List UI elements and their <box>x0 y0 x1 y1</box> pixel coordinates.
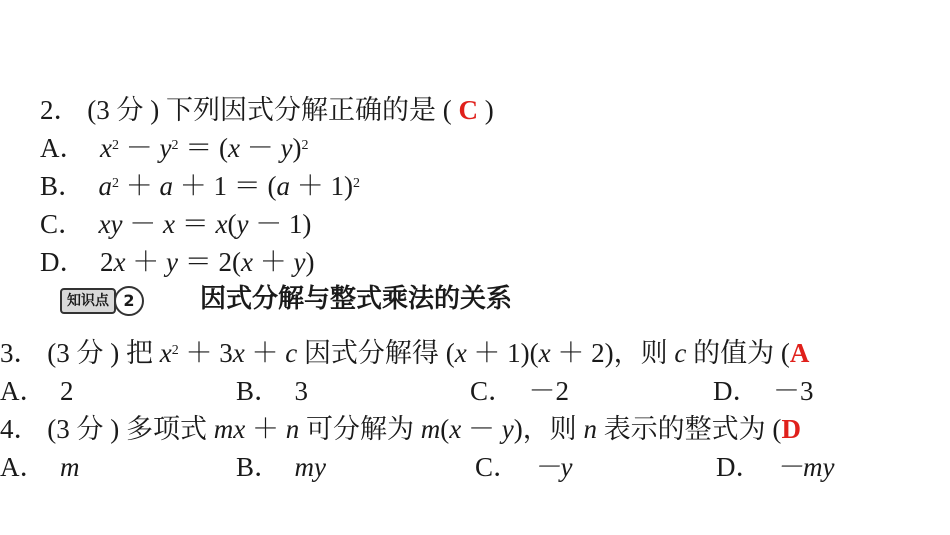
q3-stem-part: (3 分 ) 把 <box>47 338 153 368</box>
q2-option-a-expr: $x^2 - y^2 = (x - y)^2$ <box>100 133 309 163</box>
q2-option-c-label: C． <box>40 209 86 239</box>
q4-answer: D <box>781 414 801 444</box>
q2-option-d-expr: 2x ＋ y ＝ 2(x ＋ y) <box>93 247 315 277</box>
q2-stem-prefix: 2． (3 分 ) 下列因式分解正确的是 ( <box>40 95 452 125</box>
q4-option-a <box>0 450 80 484</box>
q3-option-label: C． <box>470 376 516 406</box>
q3-option-d <box>713 374 814 408</box>
q3-factored: (x ＋ 1)(x ＋ 2) <box>445 338 614 368</box>
q4-option-label: C． <box>475 452 521 482</box>
q3-option-label: A． <box>0 376 47 406</box>
q2-option-b-expr: $a^2 + a + 1 = (a + 1)^2$ <box>98 171 361 201</box>
q4-stem-part: 表示的整式为 ( <box>603 414 782 444</box>
q4-stem-part: (3 分 ) 多项式 <box>47 414 207 444</box>
q2-option-a <box>40 131 308 165</box>
q2-option-b-label: B． <box>40 171 86 201</box>
q4-option-value: my <box>294 452 326 482</box>
q3-option-value: 2 <box>60 376 74 406</box>
q4-option-d <box>716 450 834 484</box>
q2-option-a-label: A． <box>40 133 87 163</box>
q2-option-d-label: D． <box>40 247 87 277</box>
knowledge-point-label: 知识点 <box>60 288 116 314</box>
q3-option-label: B． <box>236 376 282 406</box>
q3-option-label: D． <box>713 376 760 406</box>
q2-option-c-expr: xy － x ＝ x(y － 1) <box>98 209 312 239</box>
q2-stem-suffix: ) <box>484 95 494 125</box>
q4-option-label: B． <box>236 452 282 482</box>
section-title: 因式分解与整式乘法的关系 <box>200 284 513 314</box>
q2-answer: C <box>458 95 478 125</box>
q4-option-label: D． <box>716 452 763 482</box>
q4-stem <box>0 412 801 446</box>
q3-expr: $x^2 + 3x + c$ <box>159 338 298 368</box>
q3-var-c: c <box>674 338 687 368</box>
knowledge-point-number: 2 <box>114 286 144 316</box>
q4-var-n: n <box>583 414 597 444</box>
q3-number: 3． <box>0 338 41 368</box>
q3-option-b <box>236 374 308 408</box>
q3-option-value: 3 <box>294 376 309 406</box>
q3-stem-part: ，则 <box>613 338 668 368</box>
q3-option-a <box>0 374 74 408</box>
q3-option-value: －2 <box>528 376 570 406</box>
q4-option-value: －my <box>776 452 835 482</box>
q3-stem-part: 因式分解得 <box>303 338 439 368</box>
q4-number: 4． <box>0 414 41 444</box>
q3-answer: A <box>789 338 810 368</box>
q2-option-d <box>40 245 314 279</box>
q3-stem-part: 的值为 ( <box>693 338 790 368</box>
q4-factored: m(x － y) <box>420 414 523 444</box>
knowledge-point-badge <box>60 286 144 316</box>
q4-option-c <box>475 450 573 484</box>
q4-expr: mx ＋ n <box>213 414 300 444</box>
q2-option-b <box>40 169 360 203</box>
q4-option-value: m <box>60 452 80 482</box>
q4-option-label: A． <box>0 452 47 482</box>
q2-option-c <box>40 207 311 241</box>
q3-option-c <box>470 374 569 408</box>
q4-stem-part: ，则 <box>522 414 577 444</box>
q4-option-value: －y <box>533 452 573 482</box>
q4-option-b <box>236 450 326 484</box>
q3-option-value: －3 <box>773 376 814 406</box>
q2-stem <box>40 93 494 127</box>
q4-stem-part: 可分解为 <box>305 414 414 444</box>
q3-stem <box>0 336 809 370</box>
